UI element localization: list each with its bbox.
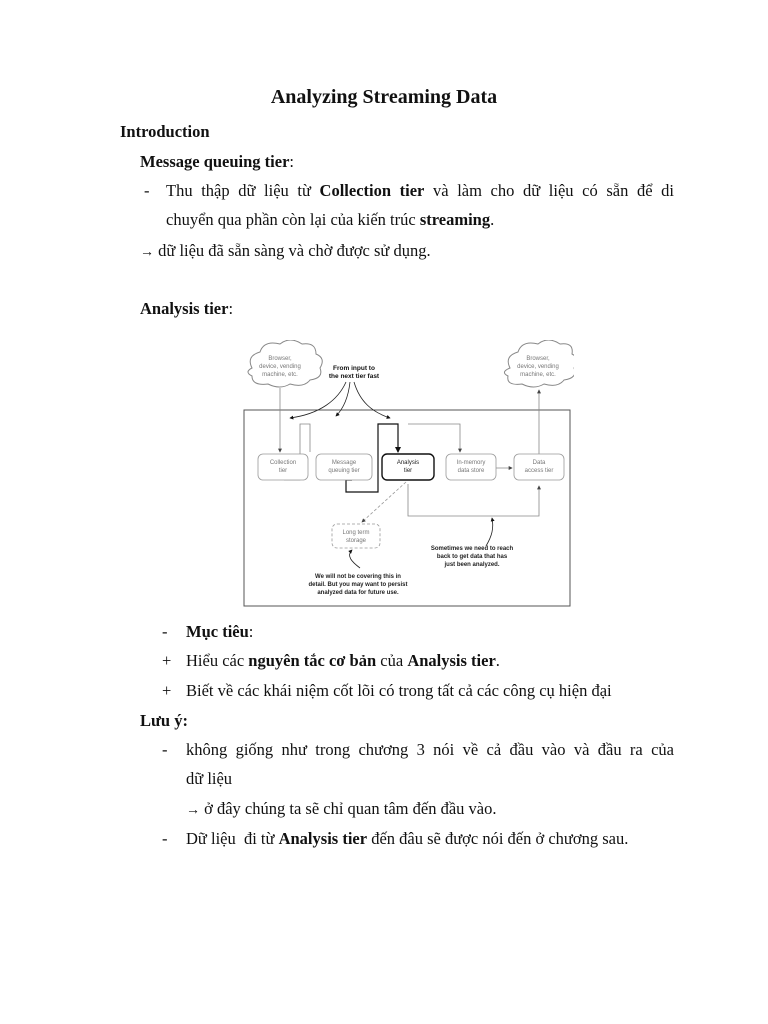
arrow-icon: → [186,803,200,818]
callout-arrow [290,382,346,418]
box-label: access tier [524,468,554,474]
streaming-term: streaming [419,210,491,229]
note-arrow [350,550,360,568]
box-label: Message [331,460,357,466]
note-bottom-line: analyzed data for future use. [317,590,399,596]
key-term: nguyên tắc cơ bản [248,651,377,670]
box-label: queuing tier [328,468,360,474]
box-label: Analysis [396,460,420,466]
analysis-tier-heading [140,299,233,319]
note-arrow [486,518,493,546]
box-label: tier [278,468,288,474]
note-heading: Lưu ý: [140,711,188,730]
text-run: . [495,651,500,670]
box-label: Collection [269,460,297,466]
mq-bullet-line-1 [166,181,674,201]
callout-top-line: the next tier fast [328,373,380,380]
box-label: data store [457,468,485,474]
text-run: và làm cho dữ liệu có sẵn để di [424,181,674,200]
analysis-tier-term: Analysis tier [278,829,368,848]
cloud-left-line: device, vending [259,364,301,370]
note-bullet-1-line-2: dữ liệu [186,769,233,788]
note-right-line: back to get data that has [436,554,508,560]
note-bullet-1-line-3 [186,799,496,819]
note-right-line: just been analyzed. [444,562,500,568]
text-run: Hiểu các [186,651,249,670]
plus-marker: + [162,681,172,700]
text-run: chuyển qua phần còn lại của kiến trúc [166,210,420,229]
note-bottom-line: detail. But you may want to persist [308,582,408,588]
bullet-marker: - [162,622,168,641]
document-title: Analyzing Streaming Data [270,86,498,108]
flow-line [408,484,539,516]
bullet-marker: - [144,181,150,200]
introduction-heading: Introduction [120,122,210,141]
goal-item-2: Biết về các khái niệm cốt lõi có trong tất cả các công cụ hiện đại [186,681,612,700]
text-run: của [376,651,408,670]
data-access-tier-box [514,454,564,480]
callout-arrow [354,382,390,418]
note-right-line: Sometimes we need to reach [430,546,514,552]
box-label: tier [403,468,413,474]
text-run: Dữ liệu đi từ [186,829,279,848]
analysis-tier-label: Analysis tier [140,299,229,318]
message-queuing-box [316,454,372,480]
analysis-tier-box [382,454,434,480]
collection-tier-box [258,454,308,480]
message-queuing-label: Message queuing tier [140,152,290,171]
analysis-tier-term: Analysis tier [407,651,496,670]
message-queuing-heading [140,152,294,172]
long-term-storage-box [332,524,380,548]
box-label: Long term [342,530,370,536]
box-label: Data [532,460,546,466]
goals-label: Mục tiêu [186,622,249,641]
text-run: . [490,210,495,229]
goal-item-1 [186,651,500,671]
diagram-frame [244,410,570,606]
goals-heading [186,622,253,642]
callout-top-line: From input to [333,365,375,372]
bullet-marker: - [162,829,168,848]
mq-bullet-line-2 [166,210,494,230]
colon: : [248,622,254,641]
in-memory-store-box [446,454,496,480]
cloud-right-line: Browser, [526,356,550,362]
note-bullet-2 [186,829,628,849]
box-label: storage [345,538,367,544]
note-bullet-1-line-1: không giống như trong chương 3 nói về cả đầu vào và đầu ra của [186,740,674,759]
box-label: In-memory [456,460,486,466]
arrow-icon: → [140,245,154,260]
flow-line [408,424,460,452]
cloud-left-line: machine, etc. [262,372,298,378]
text-run: đến đâu sẽ được nói đến ở chương sau. [367,829,629,848]
plus-marker: + [162,651,172,670]
cloud-right-line: device, vending [517,364,559,370]
bullet-marker: - [162,740,168,759]
result-text: dữ liệu đã sẵn sàng và chờ được sử dụng. [158,241,431,260]
mq-result-line [140,241,431,261]
colon: : [289,152,294,171]
text-run: Thu thập dữ liệu từ [166,181,320,200]
architecture-diagram [240,340,574,610]
collection-tier-term: Collection tier [319,181,425,200]
cloud-left-line: Browser, [268,356,292,362]
note-bottom-line: We will not be covering this in [315,574,401,580]
colon: : [228,299,234,318]
text-run: ở đây chúng ta sẽ chỉ quan tâm đến đầu vào. [204,799,497,818]
cloud-right-line: machine, etc. [520,372,556,378]
flow-line [362,482,406,522]
